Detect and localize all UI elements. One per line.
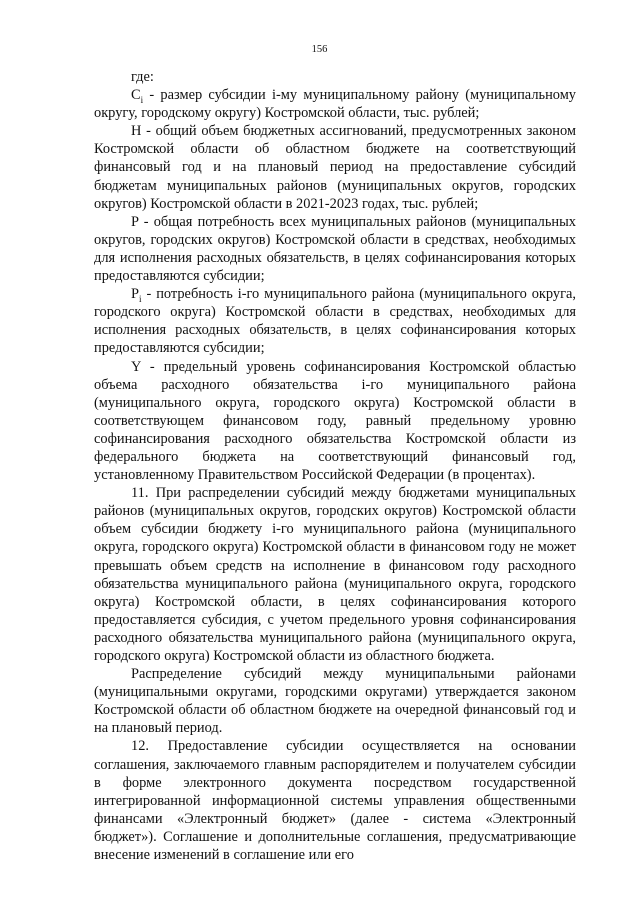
variable-p: P bbox=[131, 286, 140, 303]
paragraph-distribution: Распределение субсидий между муниципальными районами (муниципальными округами, городскими округами) утверждается законом Костромской области об областном бюджете на очередной финансовый год и на плановый период. bbox=[94, 666, 576, 737]
subscript-i: i bbox=[139, 294, 142, 304]
paragraph-item-12: 12. Предоставление субсидии осуществляется на основании соглашения, заключаемого главным распорядителем и получателем субсидии в форме электронного документа посредством государственной интегрированной информационной системы управления общественными финансами «Электронный бюджет» (далее - система «Электронный бюджет»). Соглашение и дополнительные соглашения, предусматривающие внесение изменений в соглашение или его bbox=[94, 738, 576, 864]
paragraph-ci-definition bbox=[94, 86, 576, 122]
subscript-i: i bbox=[140, 94, 144, 105]
variable-c: C bbox=[131, 87, 141, 104]
page-number: 156 bbox=[311, 44, 328, 55]
document-body bbox=[94, 68, 576, 864]
paragraph-h-definition: H - общий объем бюджетных ассигнований, предусмотренных законом Костромской области об областном бюджете на соответствующий финансовый год и на плановый период на предоставление субсидий бюджетам муниципальных районов (муниципальных округов, городских округов) Костромской области в 2021-2023 годах, тыс. рублей; bbox=[94, 123, 576, 212]
paragraph-where: где: bbox=[131, 69, 154, 85]
paragraph-y-definition: Y - предельный уровень софинансирования Костромской областью объема расходного обязательства i-го муниципального района (муниципального округа, городского округа) Костромской области в соответствующем финансовом году, равный предельному уровню софинансирования расходного обязательства Костромской области из федерального бюджета на соответствующий финансовый год, установленному Правительством Российской Федерации (в процентах). bbox=[94, 358, 576, 484]
paragraph-item-11: 11. При распределении субсидий между бюджетами муниципальных районов (муниципальных округов, городских округов) Костромской области объем субсидии бюджету i-го муниципального района (муниципального округа, городского округа) Костромской области в финансовом году не может превышать объем средств на исполнение в финансовом году расходного обязательства муниципального района (муниципального округа, городского округа) Костромской области, в целях софинансирования которого предоставляется субсидия, с учетом предельного уровня софинансирования расходного обязательства муниципального района (муниципального округа, городского округа) Костромской области из областного бюджета. bbox=[94, 485, 576, 664]
paragraph-pi-definition bbox=[94, 285, 576, 357]
ci-definition-text: - размер субсидии i-му муниципальному району (муниципальному округу, городскому округу) Костромской области, тыс. рублей; bbox=[94, 87, 576, 122]
pi-definition-text: - потребность i-го муниципального района (муниципального округа, городского округа) Костромской области в средствах, необходимых для исполнения расходных обязательств, в целях софинансирования которых предоставляются субсидии; bbox=[94, 286, 576, 357]
paragraph-p-definition: P - общая потребность всех муниципальных районов (муниципальных округов, городских округов) Костромской области в средствах, необходимых для исполнения расходных обязательств, в целях софинансирования которых предоставляются субсидии; bbox=[94, 213, 576, 285]
